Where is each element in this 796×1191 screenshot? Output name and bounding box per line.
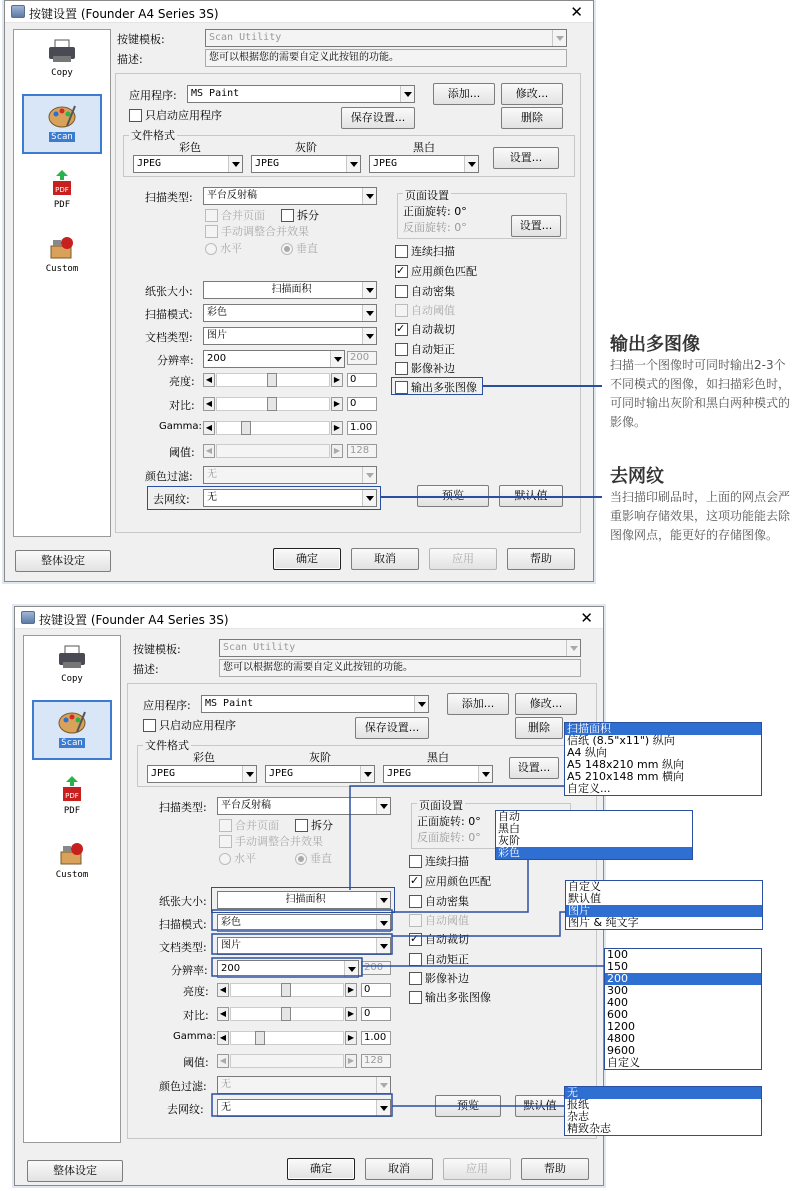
dpi-label: 分辨率: — [171, 964, 208, 977]
paper-size-option[interactable]: A5 148x210 mm 纵向 — [567, 758, 684, 771]
sidebar-item-scan[interactable] — [24, 96, 100, 152]
dpi-custom-field[interactable]: 200 — [347, 351, 377, 365]
sidebar-item-pdf[interactable] — [34, 776, 110, 816]
modify-button[interactable]: 修改... — [501, 83, 563, 105]
description-label: 描述: — [133, 663, 159, 676]
threshold-label: 阈值: — [183, 1056, 209, 1069]
custom-tool-icon — [57, 840, 87, 868]
gamma-label: Gamma: — [159, 421, 202, 432]
color-filter-label: 颜色过滤: — [159, 1080, 207, 1093]
merge-pages-checkbox[interactable]: 合并页面 — [205, 209, 265, 222]
svg-text:PDF: PDF — [55, 186, 69, 194]
launch-only-checkbox[interactable]: 只启动应用程序 — [129, 109, 222, 122]
sidebar-item-pdf[interactable] — [24, 170, 100, 210]
sidebar — [13, 29, 111, 537]
sidebar-label-pdf: PDF — [63, 806, 81, 816]
descreen-select[interactable]: 无 — [217, 1099, 391, 1117]
color-format-label: 彩色 — [179, 141, 201, 154]
paper-size-option[interactable]: 扫描面积 — [565, 723, 761, 735]
scan-type-select[interactable]: 平台反射稿 — [203, 187, 377, 205]
global-settings-button[interactable]: 整体设定 — [27, 1160, 123, 1182]
sidebar-item-custom[interactable] — [34, 840, 110, 880]
multi-image-annotation-title: 输出多图像 — [610, 334, 700, 355]
close-icon[interactable]: ✕ — [570, 3, 583, 21]
close-icon[interactable]: ✕ — [580, 609, 593, 627]
doc-type-option[interactable]: 自定义 — [568, 880, 601, 893]
scan-type-select[interactable]: 平台反射稿 — [217, 797, 391, 815]
palette-icon — [47, 102, 77, 130]
sidebar — [23, 635, 121, 1143]
launch-only-checkbox[interactable]: 只启动应用程序 — [143, 719, 236, 732]
doc-type-label: 文档类型: — [159, 941, 207, 954]
image-edge-checkbox[interactable]: 影像补边 — [409, 972, 469, 985]
scan-mode-dropdown — [495, 810, 693, 860]
scan-mode-option[interactable]: 彩色 — [496, 847, 692, 859]
dpi-option[interactable]: 400 — [607, 996, 628, 1009]
application-label: 应用程序: — [143, 699, 191, 712]
printer-icon — [47, 38, 77, 66]
vertical-radio[interactable]: 垂直 — [281, 243, 318, 255]
continuous-scan-checkbox[interactable]: 连续扫描 — [409, 855, 469, 868]
color-format-label: 彩色 — [193, 751, 215, 764]
bw-format-label: 黑白 — [413, 141, 435, 154]
global-settings-button[interactable]: 整体设定 — [15, 550, 111, 572]
threshold-slider[interactable]: ◀ ▶ — [217, 1054, 357, 1068]
gray-format-select[interactable]: JPEG — [251, 155, 361, 173]
palette-icon — [57, 708, 87, 736]
descreen-option[interactable]: 杂志 — [567, 1110, 589, 1123]
save-settings-button[interactable]: 保存设置... — [341, 107, 415, 129]
template-select[interactable]: Scan Utility — [205, 29, 567, 47]
doc-type-label: 文档类型: — [145, 331, 193, 344]
color-match-checkbox[interactable]: 应用颜色匹配 ✓ — [409, 875, 491, 888]
color-match-checkbox[interactable]: 应用颜色匹配 ✓ — [395, 265, 477, 278]
page-setup-label: 页面设置 — [419, 799, 463, 812]
descreen-callout-line — [380, 496, 602, 498]
back-rotate-label: 反面旋转: 0° — [417, 831, 481, 844]
multi-image-highlight — [391, 377, 483, 395]
application-label: 应用程序: — [129, 89, 177, 102]
title-bar — [5, 1, 593, 23]
sidebar-label-copy: Copy — [61, 674, 83, 684]
delete-button[interactable]: 删除 — [515, 717, 563, 739]
auto-threshold-checkbox[interactable]: 自动阈值 — [395, 304, 455, 317]
description-label: 描述: — [117, 53, 143, 66]
scan-mode-label: 扫描模式: — [159, 918, 207, 931]
auto-density-checkbox[interactable]: 自动密集 — [409, 895, 469, 908]
sidebar-item-scan[interactable] — [34, 702, 110, 758]
file-format-label: 文件格式 — [131, 129, 175, 142]
preview-button[interactable]: 预览 — [435, 1095, 501, 1117]
gray-format-label: 灰阶 — [309, 751, 331, 764]
threshold-value[interactable]: 128 — [347, 444, 377, 458]
scan-mode-option[interactable]: 自动 — [498, 810, 520, 823]
front-rotate-label: 正面旋转: 0° — [403, 205, 467, 218]
apply-button[interactable]: 应用 — [429, 548, 497, 570]
paper-size-select[interactable]: 扫描面积 — [203, 281, 377, 299]
paper-size-option[interactable]: A5 210x148 mm 横向 — [567, 770, 684, 783]
gamma-label: Gamma: — [173, 1031, 216, 1042]
dpi-option[interactable]: 4800 — [607, 1032, 635, 1045]
button-settings-dialog-bottom — [14, 606, 604, 1186]
auto-threshold-checkbox[interactable]: 自动阈值 — [409, 914, 469, 927]
dpi-option[interactable]: 9600 — [607, 1044, 635, 1057]
dpi-dropdown — [604, 948, 762, 1070]
bw-format-select[interactable]: JPEG — [383, 765, 493, 783]
dpi-select[interactable]: 200 — [217, 960, 359, 978]
descreen-annotation-title: 去网纹 — [610, 466, 664, 487]
page-settings-button[interactable]: 设置... — [511, 215, 561, 237]
horizontal-radio[interactable]: 水平 — [205, 243, 242, 255]
descreen-label: 去网纹: — [167, 1103, 204, 1116]
color-filter-label: 颜色过滤: — [145, 470, 193, 483]
svg-text:PDF: PDF — [65, 792, 79, 800]
gamma-slider[interactable]: ◀ ▶ — [217, 1031, 357, 1045]
horizontal-radio[interactable]: 水平 — [219, 853, 256, 865]
dpi-option[interactable]: 600 — [607, 1008, 628, 1021]
gamma-slider[interactable]: ◀ ▶ — [203, 421, 343, 435]
description-field: 您可以根据您的需要自定义此按钮的功能。 — [219, 659, 581, 677]
custom-tool-icon — [47, 234, 77, 262]
dpi-option[interactable]: 200 — [605, 973, 761, 985]
continuous-scan-checkbox[interactable]: 连续扫描 — [395, 245, 455, 258]
printer-icon — [57, 644, 87, 672]
color-filter-select[interactable]: 无 — [203, 466, 377, 484]
app-icon — [21, 611, 35, 624]
paper-size-label: 纸张大小: — [159, 895, 207, 908]
cancel-button[interactable]: 取消 — [351, 548, 419, 570]
paper-size-option[interactable]: A4 纵向 — [567, 746, 608, 759]
doc-type-option[interactable]: 图片 & 纯文字 — [568, 916, 639, 929]
bw-format-label: 黑白 — [427, 751, 449, 764]
merge-pages-checkbox[interactable]: 合并页面 — [219, 819, 279, 832]
ok-button[interactable]: 确定 — [273, 548, 341, 570]
sidebar-item-copy[interactable] — [24, 38, 100, 78]
auto-density-checkbox[interactable]: 自动密集 — [395, 285, 455, 298]
descreen-highlight — [147, 486, 381, 510]
dpi-option[interactable]: 1200 — [607, 1020, 635, 1033]
descreen-annotation-text: 当扫描印刷品时，上面的网点会严重影响存储效果，这项功能能去除图像网点，能更好的存储图像。 — [610, 490, 791, 542]
application-select[interactable]: MS Paint — [201, 695, 429, 713]
template-select[interactable]: Scan Utility — [219, 639, 581, 657]
bw-format-select[interactable]: JPEG — [369, 155, 479, 173]
dpi-option[interactable]: 150 — [607, 960, 628, 973]
dpi-option[interactable]: 100 — [607, 948, 628, 961]
scan-mode-option[interactable]: 灰阶 — [498, 834, 520, 847]
descreen-option[interactable]: 精致杂志 — [567, 1122, 611, 1135]
scan-mode-label: 扫描模式: — [145, 308, 193, 321]
add-button[interactable]: 添加... — [433, 83, 495, 105]
gamma-value[interactable]: 1.00 — [347, 421, 377, 435]
descreen-option[interactable]: 无 — [565, 1087, 761, 1099]
save-settings-button[interactable]: 保存设置... — [355, 717, 429, 739]
vertical-radio[interactable]: 垂直 — [295, 853, 332, 865]
sidebar-label-pdf: PDF — [53, 200, 71, 210]
brightness-label: 亮度: — [183, 985, 209, 998]
scan-mode-select[interactable]: 彩色 — [217, 914, 391, 932]
default-button[interactable]: 默认值 — [515, 1095, 565, 1117]
delete-button[interactable]: 删除 — [501, 107, 563, 129]
paper-size-label: 纸张大小: — [145, 285, 193, 298]
sidebar-label-copy: Copy — [51, 68, 73, 78]
split-checkbox[interactable]: 拆分 — [281, 209, 319, 222]
doc-type-dropdown — [565, 880, 763, 930]
dpi-select[interactable]: 200 — [203, 350, 345, 368]
brightness-label: 亮度: — [169, 375, 195, 388]
doc-type-select[interactable]: 图片 — [203, 327, 377, 345]
threshold-value[interactable]: 128 — [361, 1054, 391, 1068]
sidebar-label-custom: Custom — [45, 264, 79, 274]
dpi-label: 分辨率: — [157, 354, 194, 367]
brightness-slider[interactable]: ◀ ▶ — [217, 983, 357, 997]
dpi-option[interactable]: 300 — [607, 984, 628, 997]
manual-adjust-checkbox[interactable]: 手动调整合并效果 — [205, 225, 309, 238]
contrast-value[interactable]: 0 — [347, 397, 377, 411]
template-label: 按键模板: — [117, 33, 165, 46]
sidebar-label-custom: Custom — [55, 870, 89, 880]
file-format-label: 文件格式 — [145, 739, 189, 752]
brightness-value[interactable]: 0 — [347, 373, 377, 387]
ok-button[interactable]: 确定 — [287, 1158, 355, 1180]
paper-size-highlight — [211, 887, 395, 913]
auto-deskew-checkbox[interactable]: 自动矩正 — [409, 953, 469, 966]
gray-format-label: 灰阶 — [295, 141, 317, 154]
add-button[interactable]: 添加... — [447, 693, 509, 715]
format-settings-button[interactable]: 设置... — [493, 147, 559, 169]
descreen-option[interactable]: 报纸 — [567, 1098, 589, 1111]
color-format-select[interactable]: JPEG — [147, 765, 257, 783]
doc-type-option[interactable]: 图片 — [566, 905, 762, 917]
help-button[interactable]: 帮助 — [521, 1158, 589, 1180]
back-rotate-label: 反面旋转: 0° — [403, 221, 467, 234]
paper-size-dropdown — [564, 722, 762, 796]
front-rotate-label: 正面旋转: 0° — [417, 815, 481, 828]
descreen-dropdown — [564, 1086, 762, 1136]
window-title: 按键设置 (Founder A4 Series 3S) — [39, 613, 229, 627]
auto-crop-checkbox[interactable]: 自动裁切 ✓ — [409, 933, 469, 946]
sidebar-label-scan: Scan — [61, 738, 83, 748]
cancel-button[interactable]: 取消 — [365, 1158, 433, 1180]
window-title: 按键设置 (Founder A4 Series 3S) — [29, 7, 219, 21]
dpi-option[interactable]: 自定义 — [607, 1056, 640, 1069]
dpi-custom-field[interactable]: 200 — [361, 961, 391, 975]
descreen-select[interactable]: 无 — [203, 489, 377, 507]
contrast-slider[interactable]: ◀ ▶ — [217, 1007, 357, 1021]
apply-button[interactable]: 应用 — [443, 1158, 511, 1180]
brightness-value[interactable]: 0 — [361, 983, 391, 997]
image-edge-checkbox[interactable]: 影像补边 — [395, 362, 455, 375]
application-select[interactable]: MS Paint — [187, 85, 415, 103]
doc-type-option[interactable]: 默认值 — [568, 892, 601, 905]
modify-button[interactable]: 修改... — [515, 693, 577, 715]
page-setup-label: 页面设置 — [405, 189, 449, 202]
color-format-select[interactable]: JPEG — [133, 155, 243, 173]
scan-type-label: 扫描类型: — [159, 801, 207, 814]
contrast-value[interactable]: 0 — [361, 1007, 391, 1021]
scan-type-label: 扫描类型: — [145, 191, 193, 204]
button-settings-dialog-top — [4, 0, 594, 582]
template-label: 按键模板: — [133, 643, 181, 656]
threshold-label: 阈值: — [169, 446, 195, 459]
descreen-label: 去网纹: — [153, 493, 190, 506]
multi-image-checkbox[interactable]: 输出多张图像 — [395, 381, 477, 394]
contrast-label: 对比: — [169, 399, 195, 412]
contrast-label: 对比: — [183, 1009, 209, 1022]
sidebar-label-scan: Scan — [51, 132, 73, 142]
paper-size-option[interactable]: 信纸 (8.5"x11") 纵向 — [567, 734, 675, 747]
manual-adjust-checkbox[interactable]: 手动调整合并效果 — [219, 835, 323, 848]
multi-image-callout-line — [482, 385, 602, 387]
auto-crop-checkbox[interactable]: 自动裁切 ✓ — [395, 323, 455, 336]
threshold-slider[interactable]: ◀ ▶ — [203, 444, 343, 458]
description-field: 您可以根据您的需要自定义此按钮的功能。 — [205, 49, 567, 67]
pdf-icon — [57, 776, 87, 804]
help-button[interactable]: 帮助 — [507, 548, 575, 570]
scan-mode-select[interactable]: 彩色 — [203, 304, 377, 322]
color-filter-select[interactable]: 无 — [217, 1076, 391, 1094]
multi-image-annotation-text: 扫描一个图像时可同时输出2-3个不同模式的图像，如扫描彩色时，可同时输出灰阶和黑白两种模式的影像。 — [610, 358, 791, 429]
doc-type-select[interactable]: 图片 — [217, 937, 391, 955]
paper-size-option[interactable]: 自定义... — [567, 782, 611, 795]
auto-deskew-checkbox[interactable]: 自动矩正 — [395, 343, 455, 356]
scan-mode-option[interactable]: 黑白 — [498, 822, 520, 835]
gray-format-select[interactable]: JPEG — [265, 765, 375, 783]
pdf-icon — [47, 170, 77, 198]
multi-image-checkbox[interactable]: 输出多张图像 — [409, 991, 491, 1004]
sidebar-item-copy[interactable] — [34, 644, 110, 684]
split-checkbox[interactable]: 拆分 — [295, 819, 333, 832]
gamma-value[interactable]: 1.00 — [361, 1031, 391, 1045]
app-icon — [11, 5, 25, 18]
title-bar — [15, 607, 603, 629]
sidebar-item-custom[interactable] — [24, 234, 100, 274]
contrast-slider[interactable]: ◀ ▶ — [203, 397, 343, 411]
paper-size-select[interactable]: 扫描面积 — [217, 891, 391, 909]
format-settings-button[interactable]: 设置... — [509, 757, 559, 779]
brightness-slider[interactable]: ◀ ▶ — [203, 373, 343, 387]
